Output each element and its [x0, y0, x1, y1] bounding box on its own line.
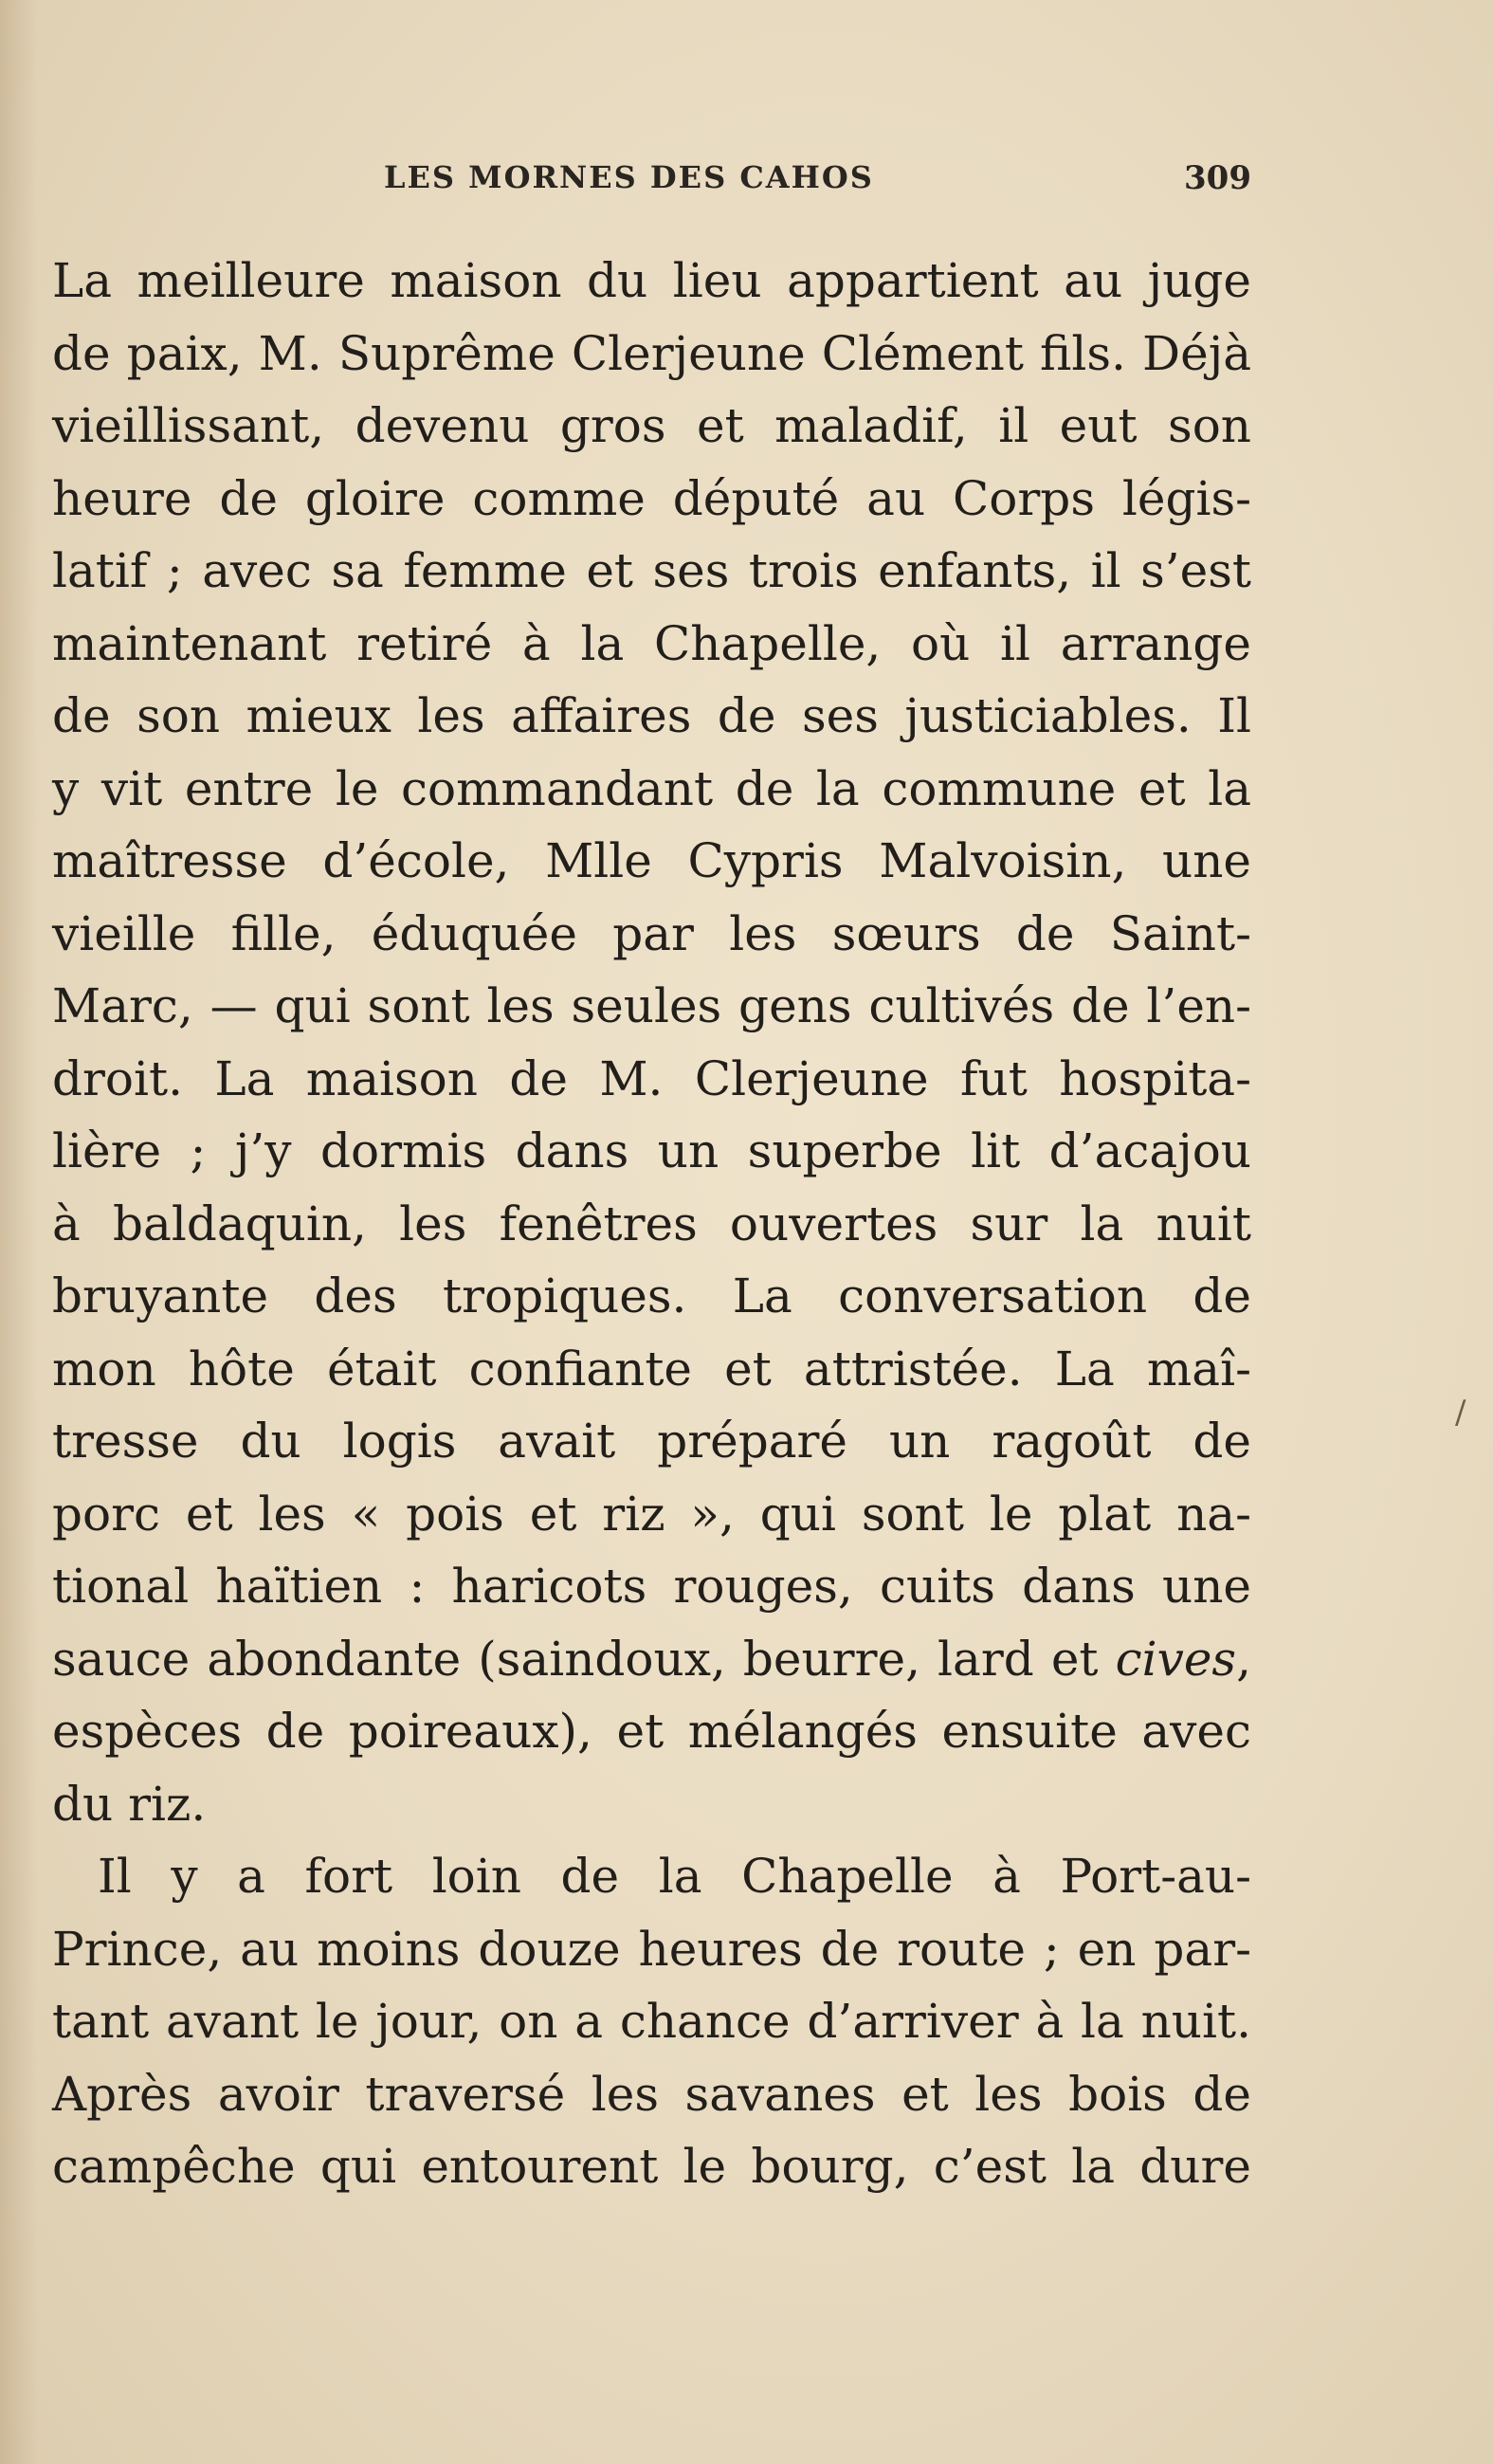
- text-line: maîtresse d’école, Mlle Cypris Malvoisin, une: [52, 833, 1251, 888]
- text-line: tant avant le jour, on a chance d’arriver à la nuit.: [52, 1994, 1251, 2049]
- text-line: de son mieux les affaires de ses justiciables. Il: [52, 688, 1251, 743]
- text-line: Prince, au moins douze heures de route ; en par-: [52, 1921, 1251, 1977]
- text-line: lière ; j’y dormis dans un superbe lit d’acajou: [52, 1123, 1251, 1178]
- page-number: 309: [1184, 159, 1251, 197]
- text-line: y vit entre le commandant de la commune et la: [52, 760, 1251, 816]
- text-line: heure de gloire comme député au Corps légis-: [52, 470, 1251, 526]
- text-line-with-italic: [52, 1623, 1251, 1696]
- running-title: LES MORNES DES CAHOS: [384, 159, 874, 195]
- text-line: maintenant retiré à la Chapelle, où il arrange: [52, 615, 1251, 671]
- text-line: latif ; avec sa femme et ses trois enfants, il s’est: [52, 543, 1251, 598]
- text-line: mon hôte était confiante et attristée. La maî-: [52, 1341, 1251, 1396]
- text-line: tional haïtien : haricots rouges, cuits dans une: [52, 1559, 1251, 1614]
- text-line: Après avoir traversé les savanes et les bois de: [52, 2066, 1251, 2122]
- text-line: vieille fille, éduquée par les sœurs de Saint-: [52, 905, 1251, 961]
- paragraph-2: [52, 1840, 1251, 2203]
- text-line: porc et les « pois et riz », qui sont le plat na-: [52, 1486, 1251, 1542]
- text-segment: ,: [1236, 1631, 1251, 1687]
- text-line: La meilleure maison du lieu appartient au juge: [52, 253, 1251, 308]
- italic-word: cives: [1115, 1631, 1237, 1687]
- text-line: campêche qui entourent le bourg, c’est la dure: [52, 2139, 1251, 2194]
- page-header: [52, 159, 1251, 201]
- body-text: [52, 245, 1251, 2203]
- text-line: Il y a fort loin de la Chapelle à Port-au-: [98, 1849, 1251, 1904]
- text-line: à baldaquin, les fenêtres ouvertes sur la nuit: [52, 1195, 1251, 1251]
- text-line: bruyante des tropiques. La conversation de: [52, 1269, 1251, 1323]
- spine-shadow: [0, 0, 38, 2464]
- text-line: espèces de poireaux), et mélangés ensuite avec: [52, 1704, 1251, 1759]
- paragraph-1: [52, 245, 1251, 1840]
- text-line: Marc, — qui sont les seules gens cultivés de l’en-: [52, 978, 1251, 1033]
- text-line: droit. La maison de M. Clerjeune fut hospita-: [52, 1050, 1251, 1106]
- text-line: de paix, M. Suprême Clerjeune Clément fils. Déjà: [52, 325, 1251, 381]
- text-segment: sauce abondante (saindoux, beurre, lard et: [52, 1631, 1116, 1687]
- text-line: tresse du logis avait préparé un ragoût de: [52, 1414, 1251, 1469]
- margin-pencil-mark: /: [1455, 1394, 1466, 1432]
- text-line: du riz.: [52, 1776, 207, 1832]
- text-line: vieillissant, devenu gros et maladif, il eut son: [52, 398, 1251, 453]
